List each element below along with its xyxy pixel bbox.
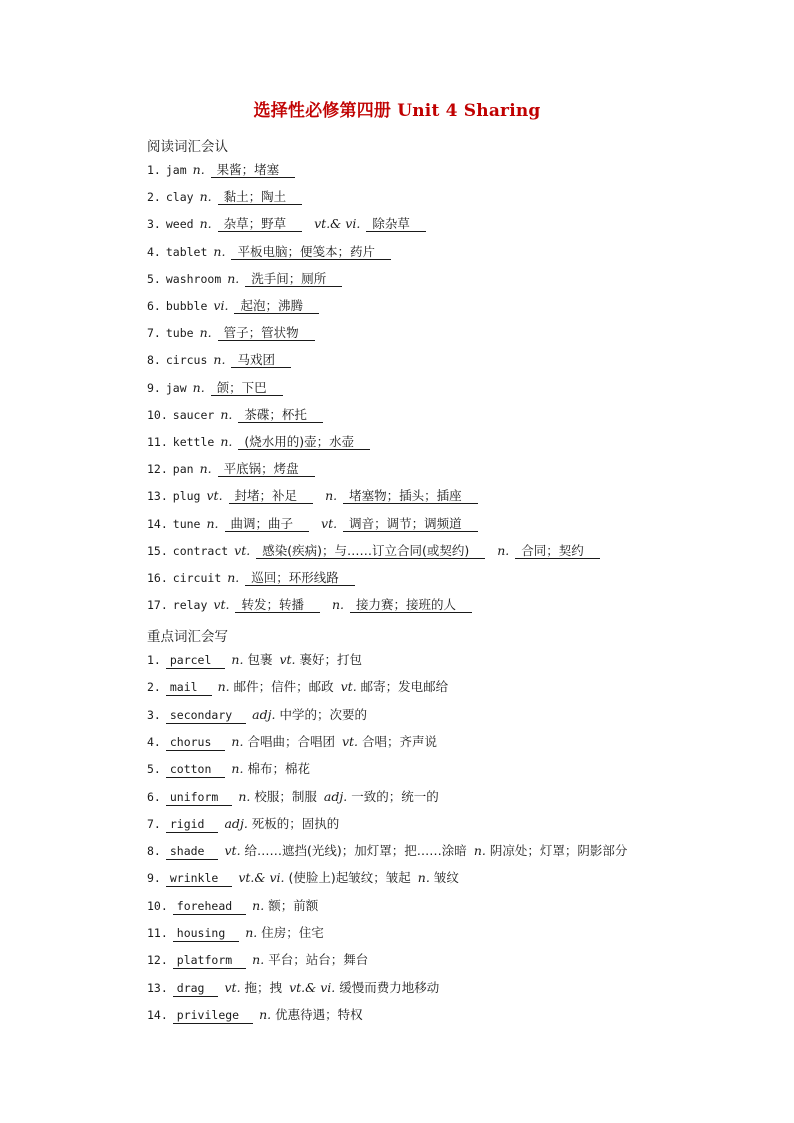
item-number: 14. bbox=[147, 516, 168, 531]
part-of-speech: n. bbox=[259, 1006, 272, 1022]
answer-underline: 曲调；曲子 bbox=[225, 516, 310, 532]
vocab-word: bubble bbox=[165, 299, 208, 313]
writing-vocab-item bbox=[147, 870, 459, 887]
word-meaning: 给……遮挡(光线)；加灯罩；把……涂暗 bbox=[244, 843, 467, 859]
part-of-speech: n. bbox=[417, 870, 430, 886]
answer-underline: 管子；管状物 bbox=[218, 325, 315, 341]
word-meaning: 合唱曲；合唱团 bbox=[247, 733, 335, 749]
writing-vocab-item bbox=[147, 952, 368, 969]
part-of-speech: n. bbox=[213, 352, 226, 368]
item-number: 11. bbox=[147, 435, 168, 449]
answer-blank: rigid bbox=[166, 817, 219, 833]
answer-underline: 茶碟；杯托 bbox=[238, 407, 323, 423]
part-of-speech: n. bbox=[217, 679, 230, 695]
writing-vocab-item bbox=[147, 734, 437, 751]
word-meaning: 邮寄；发电邮给 bbox=[360, 679, 449, 695]
part-of-speech: vt.& vi. bbox=[238, 870, 285, 886]
part-of-speech: vt. bbox=[279, 652, 296, 667]
part-of-speech: n. bbox=[199, 325, 212, 341]
section-heading-reading: 阅读词汇会认 bbox=[147, 139, 228, 155]
answer-underline: 洗手间；厕所 bbox=[245, 271, 342, 287]
item-number: 9. bbox=[147, 871, 161, 886]
reading-vocab-item bbox=[147, 461, 315, 477]
vocab-word: tune bbox=[172, 516, 201, 531]
word-meaning: 住房；住宅 bbox=[261, 925, 324, 940]
part-of-speech: n. bbox=[231, 761, 244, 777]
part-of-speech: n. bbox=[231, 652, 244, 667]
word-meaning: 中学的；次要的 bbox=[279, 706, 367, 722]
item-number: 8. bbox=[147, 844, 161, 859]
answer-blank: uniform bbox=[166, 790, 232, 806]
section-heading-writing: 重点词汇会写 bbox=[147, 629, 228, 645]
item-number: 13. bbox=[147, 489, 168, 504]
writing-vocab-item bbox=[147, 789, 439, 806]
item-number: 15. bbox=[147, 543, 168, 558]
word-meaning: (使脸上)起皱纹；皱起 bbox=[288, 870, 411, 886]
writing-vocab-item bbox=[147, 980, 439, 997]
part-of-speech: vi. bbox=[213, 298, 229, 313]
item-number: 16. bbox=[147, 571, 168, 585]
answer-underline: 平底锅；烤盘 bbox=[218, 461, 315, 477]
answer-blank: platform bbox=[173, 953, 246, 969]
writing-vocab-item bbox=[147, 1007, 363, 1024]
part-of-speech: n. bbox=[252, 897, 265, 913]
page-title: 选择性必修第四册 Unit 4 Sharing bbox=[253, 101, 541, 121]
answer-underline: 接力赛；接班的人 bbox=[350, 597, 472, 613]
part-of-speech: n. bbox=[220, 434, 233, 449]
vocab-word: tube bbox=[165, 326, 194, 341]
reading-vocab-item bbox=[147, 325, 315, 341]
item-number: 14. bbox=[147, 1007, 168, 1022]
answer-underline: 杂草；野草 bbox=[218, 216, 303, 232]
word-meaning: 死板的；固执的 bbox=[251, 815, 340, 831]
answer-blank: cotton bbox=[166, 762, 226, 778]
part-of-speech: n. bbox=[213, 243, 226, 259]
part-of-speech: vt. bbox=[224, 979, 241, 995]
reading-vocab-item bbox=[147, 352, 291, 368]
word-meaning: 合唱；齐声说 bbox=[362, 733, 438, 749]
reading-vocab-item bbox=[147, 597, 472, 613]
answer-underline: 合同；契约 bbox=[515, 543, 600, 559]
item-number: 5. bbox=[147, 762, 161, 777]
answer-blank: forehead bbox=[173, 899, 246, 915]
reading-vocab-item bbox=[147, 488, 478, 504]
word-meaning: 棉布；棉花 bbox=[247, 761, 310, 777]
reading-vocab-item bbox=[147, 216, 426, 232]
item-number: 10. bbox=[147, 898, 168, 913]
word-meaning: 校服；制服 bbox=[254, 788, 317, 804]
reading-vocab-item bbox=[147, 271, 342, 287]
answer-underline: 堵塞物；插头；插座 bbox=[343, 488, 478, 504]
reading-vocab-item bbox=[147, 244, 391, 260]
reading-vocab-item bbox=[147, 298, 319, 314]
answer-blank: mail bbox=[166, 680, 212, 696]
word-meaning: 邮件；信件；邮政 bbox=[233, 679, 334, 695]
vocab-word: tablet bbox=[165, 244, 208, 259]
part-of-speech: adj. bbox=[323, 788, 348, 804]
writing-vocab-item bbox=[147, 816, 339, 833]
item-number: 6. bbox=[147, 789, 161, 804]
part-of-speech: n. bbox=[473, 843, 486, 859]
answer-underline: 调音；调节；调频道 bbox=[343, 516, 478, 532]
reading-vocab-item bbox=[147, 543, 600, 559]
item-number: 7. bbox=[147, 326, 161, 341]
vocab-word: jaw bbox=[165, 380, 187, 395]
item-number: 10. bbox=[147, 407, 168, 422]
item-number: 4. bbox=[147, 244, 161, 259]
item-number: 2. bbox=[147, 680, 161, 695]
item-number: 4. bbox=[147, 734, 161, 749]
word-meaning: 缓慢而费力地移动 bbox=[339, 979, 440, 995]
item-number: 12. bbox=[147, 462, 168, 477]
part-of-speech: n. bbox=[220, 406, 233, 422]
item-number: 5. bbox=[147, 271, 161, 286]
part-of-speech: vt. bbox=[206, 488, 223, 504]
item-number: 8. bbox=[147, 353, 161, 368]
reading-vocab-item bbox=[147, 516, 478, 532]
answer-underline: 转发；转播 bbox=[235, 597, 320, 613]
word-meaning: 优惠待遇；特权 bbox=[275, 1006, 363, 1022]
answer-blank: chorus bbox=[166, 735, 226, 751]
writing-vocab-item bbox=[147, 925, 324, 942]
part-of-speech: n. bbox=[325, 488, 338, 504]
answer-underline: 起泡；沸腾 bbox=[234, 298, 319, 314]
answer-blank: secondary bbox=[166, 708, 246, 724]
item-number: 13. bbox=[147, 980, 168, 995]
vocab-word: plug bbox=[172, 489, 201, 504]
item-number: 2. bbox=[147, 190, 161, 205]
answer-underline: 颌；下巴 bbox=[211, 380, 283, 396]
part-of-speech: n. bbox=[245, 925, 258, 940]
writing-vocab-item bbox=[147, 761, 310, 778]
vocab-word: contract bbox=[172, 543, 229, 558]
vocab-word: pan bbox=[172, 462, 194, 477]
part-of-speech: n. bbox=[192, 379, 205, 395]
part-of-speech: vt. bbox=[341, 733, 359, 749]
reading-vocab-item bbox=[147, 434, 370, 450]
answer-blank: shade bbox=[166, 844, 219, 860]
part-of-speech: n. bbox=[227, 270, 240, 286]
item-number: 9. bbox=[147, 380, 161, 395]
part-of-speech: vt. bbox=[321, 515, 338, 531]
part-of-speech: vt. bbox=[340, 679, 357, 695]
answer-blank: housing bbox=[173, 926, 239, 942]
item-number: 3. bbox=[147, 707, 161, 722]
answer-blank: drag bbox=[173, 981, 219, 997]
answer-underline: (烧水用的)壶；水壶 bbox=[238, 434, 370, 450]
word-meaning: 皱纹 bbox=[433, 870, 459, 886]
part-of-speech: vt. bbox=[224, 843, 241, 859]
part-of-speech: n. bbox=[331, 597, 345, 613]
answer-blank: parcel bbox=[166, 653, 226, 669]
vocab-word: saucer bbox=[172, 407, 215, 422]
answer-underline: 黏土；陶土 bbox=[218, 189, 303, 205]
word-meaning: 拖；拽 bbox=[244, 979, 283, 995]
part-of-speech: n. bbox=[199, 461, 212, 477]
word-meaning: 一致的；统一的 bbox=[351, 788, 439, 804]
answer-underline: 平板电脑；便笺本；药片 bbox=[231, 244, 391, 260]
item-number: 1. bbox=[147, 163, 161, 177]
part-of-speech: n. bbox=[497, 542, 510, 558]
answer-blank: wrinkle bbox=[166, 871, 232, 887]
answer-underline: 感染(疾病)；与……订立合同(或契约) bbox=[256, 543, 485, 559]
item-number: 1. bbox=[147, 653, 161, 667]
reading-vocab-item bbox=[147, 189, 302, 205]
part-of-speech: n. bbox=[252, 952, 265, 968]
vocab-word: clay bbox=[165, 190, 194, 205]
answer-underline: 封堵；补足 bbox=[229, 488, 314, 504]
part-of-speech: n. bbox=[231, 733, 244, 749]
vocab-word: kettle bbox=[172, 435, 215, 449]
part-of-speech: n. bbox=[199, 189, 212, 205]
part-of-speech: adj. bbox=[252, 706, 276, 722]
part-of-speech: n. bbox=[206, 515, 219, 531]
writing-vocab-item bbox=[147, 707, 367, 724]
item-number: 6. bbox=[147, 299, 161, 313]
reading-vocab-item bbox=[147, 407, 323, 423]
writing-vocab-item bbox=[147, 898, 318, 915]
word-meaning: 平台；站台；舞台 bbox=[268, 952, 369, 968]
answer-underline: 巡回；环形线路 bbox=[245, 570, 355, 586]
part-of-speech: n. bbox=[227, 570, 240, 585]
part-of-speech: vt.& vi. bbox=[289, 979, 336, 995]
answer-underline: 马戏团 bbox=[231, 352, 291, 368]
vocab-word: washroom bbox=[165, 271, 222, 286]
vocab-word: jam bbox=[165, 163, 187, 177]
part-of-speech: adj. bbox=[224, 815, 248, 831]
item-number: 3. bbox=[147, 217, 161, 232]
part-of-speech: n. bbox=[238, 788, 251, 804]
vocab-word: weed bbox=[165, 217, 194, 232]
word-meaning: 裹好；打包 bbox=[299, 652, 363, 667]
word-meaning: 阴凉处；灯罩；阴影部分 bbox=[489, 843, 628, 859]
item-number: 17. bbox=[147, 598, 168, 613]
part-of-speech: vt.& vi. bbox=[314, 216, 361, 232]
word-meaning: 包裹 bbox=[247, 652, 273, 667]
vocab-word: circus bbox=[165, 353, 208, 368]
part-of-speech: vt. bbox=[213, 597, 230, 613]
vocab-word: relay bbox=[172, 598, 208, 613]
reading-vocab-item bbox=[147, 380, 283, 396]
part-of-speech: n. bbox=[199, 216, 212, 232]
reading-vocab-item bbox=[147, 162, 295, 178]
word-meaning: 额；前额 bbox=[268, 897, 319, 913]
item-number: 7. bbox=[147, 816, 161, 831]
writing-vocab-item bbox=[147, 679, 448, 696]
writing-vocab-item bbox=[147, 843, 627, 860]
answer-underline: 除杂草 bbox=[366, 216, 426, 232]
reading-vocab-item bbox=[147, 570, 355, 586]
writing-vocab-item bbox=[147, 652, 362, 669]
answer-underline: 果酱；堵塞 bbox=[211, 162, 296, 178]
answer-blank: privilege bbox=[173, 1008, 253, 1024]
vocab-word: circuit bbox=[172, 571, 222, 585]
item-number: 12. bbox=[147, 953, 168, 968]
item-number: 11. bbox=[147, 926, 168, 940]
part-of-speech: n. bbox=[192, 162, 205, 177]
part-of-speech: vt. bbox=[234, 542, 251, 558]
